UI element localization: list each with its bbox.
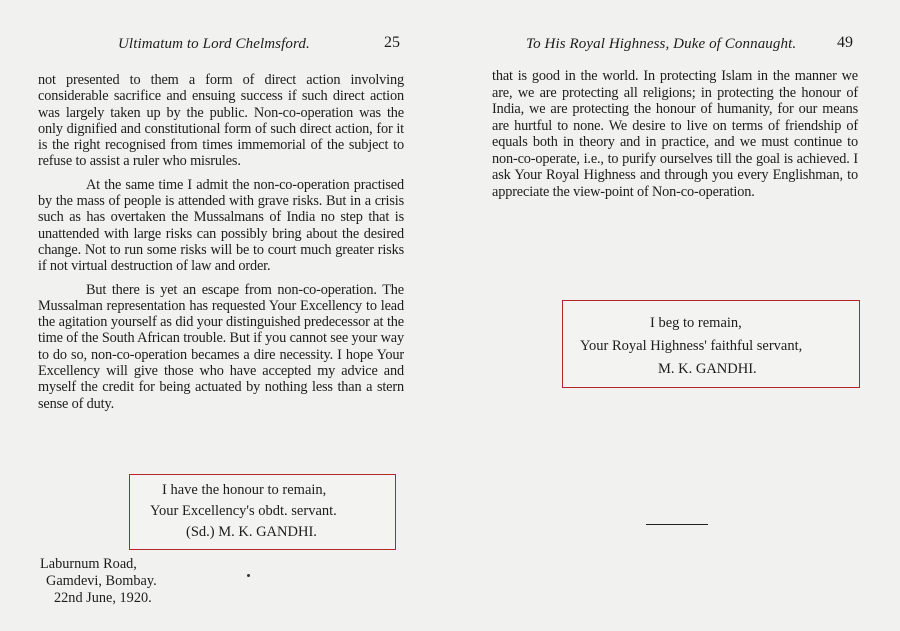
ink-speck: [247, 574, 250, 577]
right-closing-line-1: I beg to remain,: [650, 315, 742, 331]
left-paragraph-2: At the same time I admit the non-co-operation practised by the mass of people is attended with grave risks. But in a crisis such as has overtaken the Mussalmans of India no step that is unattended with large risks can possibly bring about the desired change. Not to run some risks will be to court much greater risks if not virtual destruction of law and order.: [38, 176, 404, 275]
right-running-head: To His Royal Highness, Duke of Connaught.: [526, 36, 797, 52]
left-paragraph-1: not presented to them a form of direct action involving considerable sacrifice and ensuing success if such direct action was largely taken up by the public. Non-co-operation was the only dignified and constitutional form of such direct action, for it is the right recognised from times immemorial of the subject to refuse to assist a ruler who misrules.: [38, 72, 404, 170]
address-line-1: Laburnum Road,: [40, 556, 137, 572]
left-body-text: [38, 72, 404, 412]
left-paragraph-3: But there is yet an escape from non-co-operation. The Mussalman representation has requested Your Excellency to lead the agitation yourself as did your distinguished predecessor at the time of the South African trouble. But if you cannot see your way to do so, non-co-operation becames a dire necessity. I hope Your Excellency will give those who have accepted my advice and myself the credit for being actuated by nothing less than a stern sense of duty.: [38, 281, 404, 412]
left-closing-line-1: I have the honour to remain,: [162, 482, 327, 498]
right-body-text: [492, 68, 858, 200]
end-rule: [646, 524, 708, 525]
left-closing-line-2: Your Excellency's obdt. servant.: [150, 503, 337, 519]
right-page-number: 49: [837, 34, 853, 51]
left-page-number: 25: [384, 34, 400, 51]
address-date: 22nd June, 1920.: [54, 590, 152, 606]
right-closing-line-2: Your Royal Highness' faithful servant,: [580, 338, 803, 354]
address-line-2: Gamdevi, Bombay.: [46, 573, 157, 589]
right-paragraph-1: that is good in the world. In protecting Islam in the manner we are, we are protecting all religions; in protecting the honour of India, we are protecting the honour of humanity, for our means are hurtful to none. We desire to live on terms of friendship of equals both in theory and in practice, and we must continue to non-co-operate, i.e., to purify ourselves till the goal is achieved. I ask Your Royal Highness and through you every Englishman, to appreciate the view-point of Non-co-operation.: [492, 68, 858, 200]
right-page: [450, 0, 900, 631]
right-signature: M. K. GANDHI.: [658, 361, 757, 377]
left-running-head: Ultimatum to Lord Chelmsford.: [118, 36, 310, 52]
left-signature: (Sd.) M. K. GANDHI.: [186, 524, 317, 540]
